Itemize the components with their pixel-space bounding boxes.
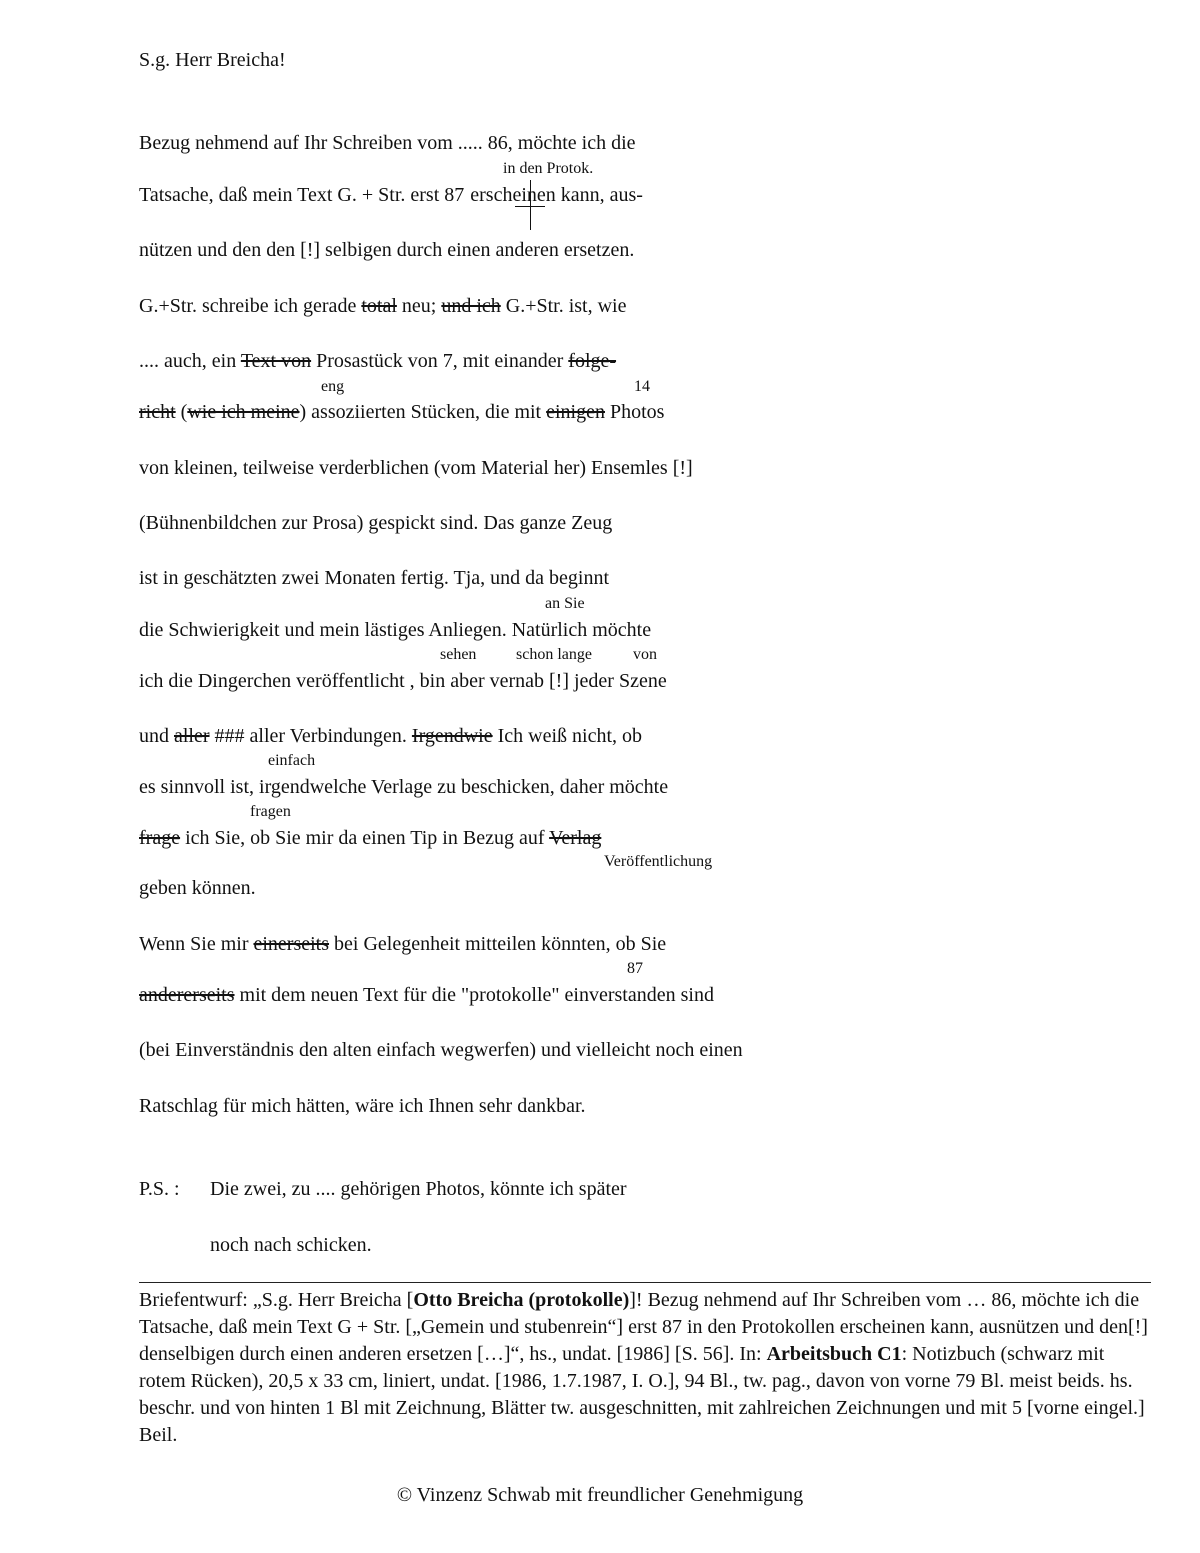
- struck-word: Irgendwie: [411, 725, 493, 747]
- letter-line-5: .... auch, ein Text von Prosastück von 7, mit einander folge-: [139, 350, 617, 372]
- annotation-sehen: sehen: [440, 646, 477, 663]
- struck-word: frage: [139, 827, 181, 849]
- struck-word: richt: [139, 401, 176, 423]
- letter-line-15: geben können.: [139, 877, 256, 899]
- insertion-mark-vertical: [530, 180, 531, 230]
- letter-line-17: andererseits mit dem neuen Text für die "protokolle" einverstanden sind: [139, 984, 714, 1006]
- letter-line-3: nützen und den den [!] selbigen durch einen anderen ersetzen.: [139, 239, 635, 261]
- struck-word: und ich: [441, 295, 501, 317]
- insertion-mark-horizontal: [515, 206, 545, 207]
- letter-line-14: frage ich Sie, ob Sie mir da einen Tip in Bezug auf Verlag: [139, 827, 602, 849]
- struck-word: Text von: [240, 350, 312, 372]
- ps-label: P.S. :: [139, 1178, 180, 1200]
- letter-line-16: Wenn Sie mir einerseits bei Gelegenheit mitteilen könnten, ob Sie: [139, 933, 667, 955]
- letter-line-18: (bei Einverständnis den alten einfach wegwerfen) und vielleicht noch einen: [139, 1039, 743, 1061]
- letter-line-11: ich die Dingerchen veröffentlicht , bin aber vernab [!] jeder Szene: [139, 670, 667, 692]
- struck-word: Verlag: [549, 827, 602, 849]
- annotation-an-sie: an Sie: [545, 595, 585, 612]
- annotation-14: 14: [634, 378, 650, 395]
- annotation-eng: eng: [321, 378, 345, 395]
- annotation-veroeffentlichung: Veröffentlichung: [604, 853, 713, 870]
- struck-word: aller: [174, 725, 210, 747]
- struck-word: einerseits: [253, 933, 330, 955]
- footnote-divider: [139, 1282, 1151, 1283]
- footnote: Briefentwurf: „S.g. Herr Breicha [Otto Breicha (protokolle)]! Bezug nehmend auf Ihr Schreiben vom … 86, möchte ich die Tatsache, daß mein Text G + Str. [„Gemein und stubenrein“] erst 87 in den Protokollen erscheinen kann, ausnützen und den[!] denselbigen durch einen anderen ersetzen […]“, hs., undat. [1986] [S. 56]. In: Arbeitsbuch C1: Notizbuch (schwarz mit rotem Rücken), 20,5 x 33 cm, liniert, undat. [1986, 1.7.1987, I. O.], 94 Bl., tw. pag., davon von vorne 79 Bl. meist beids. hs. beschr. und von hinten 1 Bl mit Zeichnung, Blätter tw. ausgeschnitten, mit zahlreichen Zeichnungen und mit 5 [vorne eingel.] Beil.: [139, 1289, 1148, 1446]
- struck-word: folge-: [568, 350, 617, 372]
- copyright-notice: © Vinzenz Schwab mit freundlicher Genehmigung: [396, 1484, 804, 1506]
- annotation-schon-lange: schon lange: [516, 646, 592, 663]
- letter-line-13: es sinnvoll ist, irgendwelche Verlage zu beschicken, daher möchte: [139, 776, 669, 798]
- struck-word: andererseits: [139, 984, 235, 1006]
- annotation-fragen: fragen: [250, 803, 291, 820]
- letter-line-2: Tatsache, daß mein Text G. + Str. erst 87 erscheinen kann, aus-: [139, 184, 643, 206]
- ps-line-1: Die zwei, zu .... gehörigen Photos, könnte ich später: [210, 1178, 627, 1200]
- letter-line-7: von kleinen, teilweise verderblichen (vom Material her) Ensemles [!]: [139, 457, 693, 479]
- letter-line-9: ist in geschätzten zwei Monaten fertig. Tja, und da beginnt: [139, 567, 610, 589]
- letter-line-6: richt (wie ich meine) assoziierten Stücken, die mit einigen Photos: [139, 401, 665, 423]
- struck-word: total: [361, 295, 397, 317]
- letter-line-8: (Bühnenbildchen zur Prosa) gespickt sind. Das ganze Zeug: [139, 512, 613, 534]
- letter-line-10: die Schwierigkeit und mein lästiges Anliegen. Natürlich möchte: [139, 619, 652, 641]
- annotation-einfach: einfach: [268, 752, 316, 769]
- annotation-in-den-protok: in den Protok.: [503, 160, 594, 177]
- letter-line-12: und aller ### aller Verbindungen. Irgendwie Ich weiß nicht, ob: [139, 725, 643, 747]
- letter-line-4: G.+Str. schreibe ich gerade total neu; und ich G.+Str. ist, wie: [139, 295, 627, 317]
- ps-line-2: noch nach schicken.: [210, 1234, 372, 1256]
- annotation-87: 87: [627, 960, 643, 977]
- letter-line-1: Bezug nehmend auf Ihr Schreiben vom ..... 86, möchte ich die: [139, 132, 636, 154]
- letter-line-19: Ratschlag für mich hätten, wäre ich Ihnen sehr dankbar.: [139, 1095, 586, 1117]
- struck-word: einigen: [546, 401, 605, 423]
- annotation-von: von: [633, 646, 657, 663]
- salutation: S.g. Herr Breicha!: [139, 49, 286, 71]
- struck-word: wie ich meine: [187, 401, 300, 423]
